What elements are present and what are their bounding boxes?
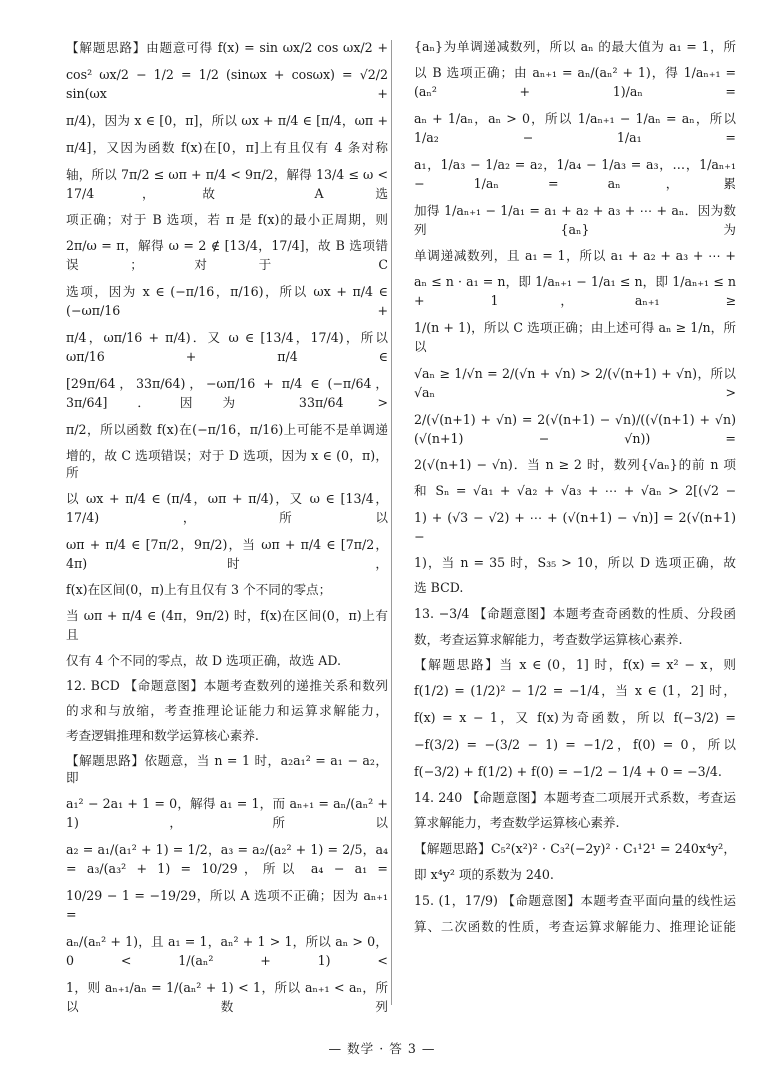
text-line: f(1/2) = (1/2)² − 1/2 = −1/4，当 x ∈ (1，2] 时， [414, 683, 736, 698]
text-line: 轴，所以 7π/2 ≤ ωπ + π/4 < 9π/2，解得 13/4 ≤ ω < 17/4，故 A 选 [66, 167, 388, 201]
text-line: ωπ + π/4 ∈ [7π/2，9π/2)，当 ωπ + π/4 ∈ [7π/2，4π) 时， [66, 537, 388, 571]
question-15-header: 15. (1，17/9) 【命题意图】本题考查平面向量的线性运 [414, 893, 736, 908]
text-line: 1) + (√3 − √2) + ⋯ + (√(n+1) − √n)] = 2(√(n+1) − [414, 510, 736, 544]
text-line: 【解题思路】当 x ∈ (0，1] 时，f(x) = x² − x，则 [414, 657, 736, 672]
text-line: π/2，所以函数 f(x)在(−π/16，π/16)上可能不是单调递 [66, 422, 388, 437]
text-line: 当 ωπ + π/4 ∈ (4π，9π/2) 时，f(x)在区间(0，π)上有且 [66, 608, 388, 642]
text-line: 增的，故 C 选项错误；对于 D 选项，因为 x ∈ (0，π)，所 [66, 448, 388, 480]
text-line: 2/(√(n+1) + √n) = 2(√(n+1) − √n)/((√(n+1) + √n)(√(n+1) − √n)) = [414, 412, 736, 446]
text-line: 单调递减数列，且 a₁ = 1，所以 a₁ + a₂ + a₃ + ⋯ + [414, 248, 736, 263]
right-column [414, 38, 736, 935]
text-line: 选 BCD. [414, 580, 464, 595]
text-line: f(x) = x − 1，又 f(x)为奇函数，所以 f(−3/2) = [414, 710, 736, 725]
text-line: 即 x⁴y² 项的系数为 240. [414, 867, 554, 882]
text-line: aₙ ≤ n · a₁ = n，即 1/aₙ₊₁ − 1/a₁ ≤ n，即 1/aₙ₊₁ ≤ n + 1，aₙ₊₁ ≥ [414, 274, 736, 308]
text-line: 项正确；对于 B 选项，若 π 是 f(x)的最小正周期，则 [66, 212, 388, 227]
column-divider [391, 40, 392, 1005]
text-line: cos² ωx/2 − 1/2 = 1/2 (sinωx + cosωx) = √2/2 sin(ωx + [66, 67, 388, 101]
text-line: [29π/64，33π/64)，−ωπ/16 + π/4 ∈ (−π/64，3π/64]．因为 33π/64 > [66, 376, 388, 410]
text-line: aₙ + 1/aₙ，aₙ > 0，所以 1/aₙ₊₁ − 1/aₙ = aₙ，所以 1/a₂ − 1/a₁ = [414, 111, 736, 145]
text-line: 加得 1/aₙ₊₁ − 1/a₁ = a₁ + a₂ + a₃ + ⋯ + aₙ．因为数列{aₙ}为 [414, 203, 736, 237]
text-line: 以 B 选项正确；由 aₙ₊₁ = aₙ/(aₙ² + 1)，得 1/aₙ₊₁ = (aₙ² + 1)/aₙ = [414, 65, 736, 99]
question-12-header: 12. BCD 【命题意图】本题考查数列的递推关系和数列 [66, 678, 388, 693]
left-column [66, 38, 388, 1016]
text-line: 10/29 − 1 = −19/29，所以 A 选项不正确；因为 aₙ₊₁ = [66, 888, 388, 922]
text-line: 2π/ω = π，解得 ω = 2 ∉ [13/4，17/4]，故 B 选项错误；对于 C [66, 238, 388, 272]
text-line: π/4)，因为 x ∈ [0，π]，所以 ωx + π/4 ∈ [π/4，ωπ + [66, 113, 388, 128]
text-line: 选项，因为 x ∈ (−π/16，π/16)，所以 ωx + π/4 ∈ (−ωπ/16 + [66, 284, 388, 318]
text-line: 1)，当 n = 35 时，S₃₅ > 10，所以 D 选项正确，故 [414, 555, 736, 570]
text-line: 1/(n + 1)，所以 C 选项正确；由上述可得 aₙ ≥ 1/n，所以 [414, 320, 736, 354]
text-line: π/4]，又因为函数 f(x)在[0，π]上有且仅有 4 条对称 [66, 140, 388, 155]
text-line: 考查逻辑推理和数学运算核心素养. [66, 728, 259, 743]
text-line: a₂ = a₁/(a₁² + 1) = 1/2，a₃ = a₂/(a₂² + 1) = 2/5，a₄ = a₃/(a₃² + 1) = 10/29，所以 a₄ − a₁ = [66, 842, 388, 876]
text-line: 【解题思路】C₅²(x²)² · C₃²(−2y)² · C₁¹2¹ = 240x⁴y²， [414, 841, 736, 856]
text-line: 以 ωx + π/4 ∈ (π/4，ωπ + π/4)，又 ω ∈ [13/4，17/4)，所以 [66, 491, 388, 525]
text-line: 仅有 4 个不同的零点，故 D 选项正确，故选 AD. [66, 653, 341, 668]
text-line: −f(3/2) = −(3/2 − 1) = −1/2，f(0) = 0，所以 [414, 737, 736, 752]
text-line: 和 Sₙ = √a₁ + √a₂ + √a₃ + ⋯ + √aₙ > 2[(√2 − [414, 483, 736, 498]
text-line: 【解题思路】由题意可得 f(x) = sin ωx/2 cos ωx/2 + [66, 40, 388, 55]
text-line: f(−3/2) + f(1/2) + f(0) = −1/2 − 1/4 + 0 = −3/4. [414, 764, 722, 779]
text-line: 数，考查运算求解能力，考查数学运算核心素养. [414, 632, 683, 647]
text-line: 【解题思路】依题意，当 n = 1 时，a₂a₁² = a₁ − a₂，即 [66, 753, 388, 785]
text-line: f(x)在区间(0，π)上有且仅有 3 个不同的零点； [66, 582, 332, 597]
text-line: 算、二次函数的性质，考查运算求解能力、推理论证能 [414, 919, 736, 934]
page-footer: — 数学 · 答 3 — [328, 1041, 436, 1056]
question-13-header: 13. −3/4 【命题意图】本题考查奇函数的性质、分段函 [414, 606, 736, 621]
question-14-header: 14. 240 【命题意图】本题考查二项展开式系数，考查运 [414, 790, 736, 805]
text-line: {aₙ}为单调递减数列，所以 aₙ 的最大值为 a₁ = 1，所 [414, 39, 736, 54]
text-line: 1，则 aₙ₊₁/aₙ = 1/(aₙ² + 1) < 1，所以 aₙ₊₁ < aₙ，所以数列 [66, 980, 388, 1014]
text-line: aₙ/(aₙ² + 1)，且 a₁ = 1，aₙ² + 1 > 1，所以 aₙ > 0，0 < 1/(aₙ² + 1) < [66, 934, 388, 968]
text-line: √aₙ ≥ 1/√n = 2/(√n + √n) > 2/(√(n+1) + √n)，所以 √aₙ > [414, 366, 736, 400]
text-line: 的求和与放缩，考查推理论证能力和运算求解能力， [66, 703, 388, 718]
text-line: π/4，ωπ/16 + π/4)．又 ω ∈ [13/4，17/4)，所以 ωπ/16 + π/4 ∈ [66, 330, 388, 364]
text-line: 算求解能力，考查数学运算核心素养. [414, 815, 620, 830]
text-line: a₁² − 2a₁ + 1 = 0，解得 a₁ = 1，而 aₙ₊₁ = aₙ/(aₙ² + 1)，所以 [66, 796, 388, 830]
text-line: 2(√(n+1) − √n)．当 n ≥ 2 时，数列{√aₙ}的前 n 项 [414, 457, 736, 472]
text-line: a₁，1/a₃ − 1/a₂ = a₂，1/a₄ − 1/a₃ = a₃，…，1/aₙ₊₁ − 1/aₙ = aₙ，累 [414, 157, 736, 191]
